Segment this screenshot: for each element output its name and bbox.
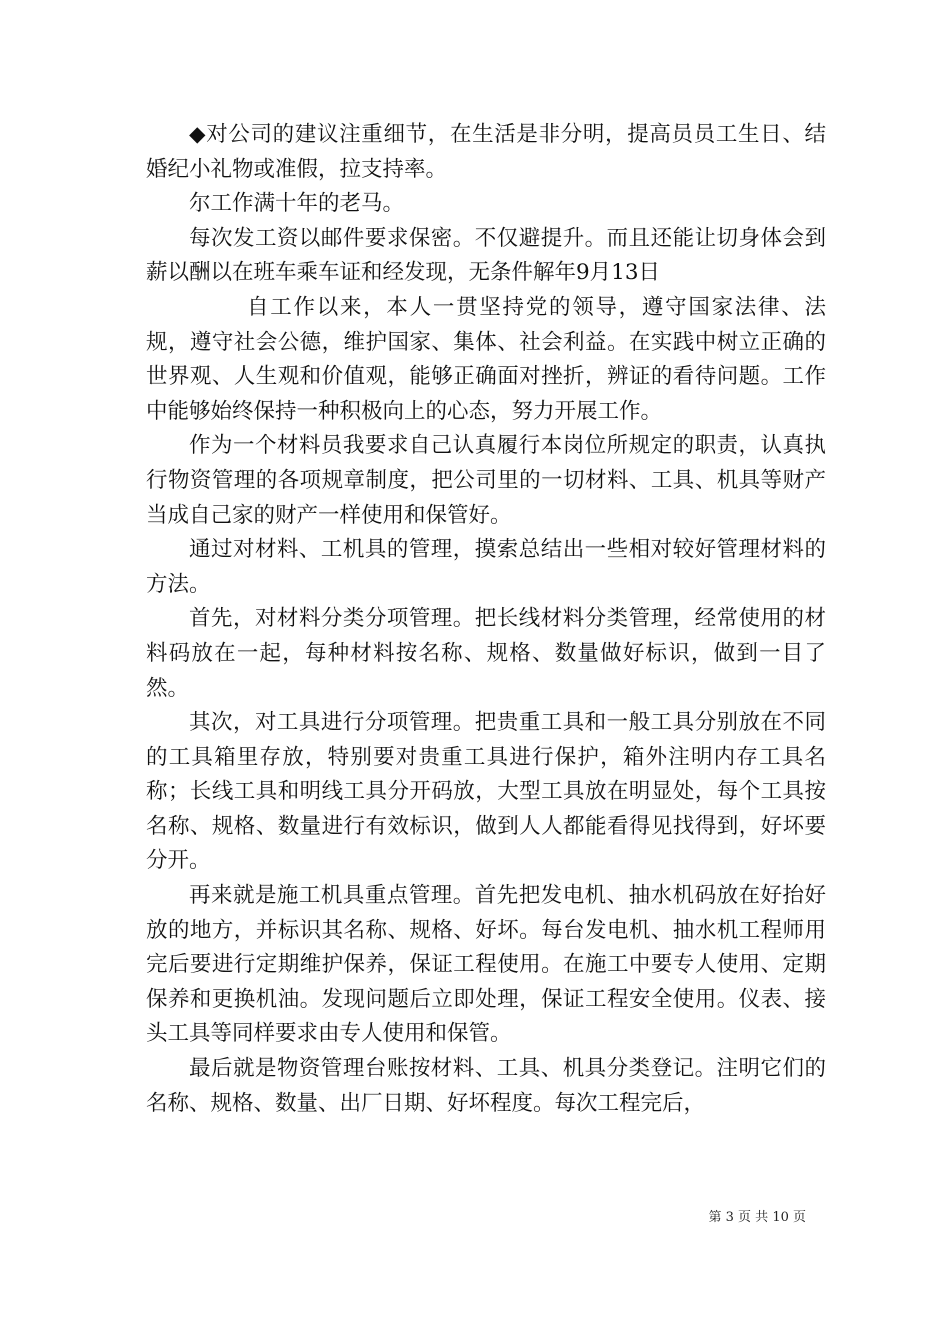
page-number-footer: 第 3 页 共 10 页	[708, 1210, 806, 1225]
document-body	[146, 118, 826, 1121]
paragraph-management-methods: 通过对材料、工机具的管理，摸索总结出一些相对较好管理材料的方法。	[146, 537, 826, 597]
paragraph-material-clerk: 作为一个材料员我要求自己认真履行本岗位所规定的职责，认真执行物资管理的各项规章制度，把公司里的一切材料、工具、机具等财产当成自己家的财产一样使用和保管好。	[146, 433, 826, 528]
paragraph-ledger: 最后就是物资管理台账按材料、工具、机具分类登记。注明它们的名称、规格、数量、出厂日期、好坏程度。每次工程完后，	[146, 1056, 826, 1116]
paragraph-suggestions: ◆对公司的建议注重细节，在生活是非分明，提高员员工生日、结婚纪小礼物或准假，拉支持率。	[146, 122, 826, 182]
paragraph-machinery: 再来就是施工机具重点管理。首先把发电机、抽水机码放在好抬好放的地方，并标识其名称、规格、好坏。每台发电机、抽水机工程师用完后要进行定期维护保养，保证工程使用。在施工中要专人使用、定期保养和更换机油。发现问题后立即处理，保证工程安全使用。仪表、接头工具等同样要求由专人使用和保管。	[146, 883, 826, 1047]
paragraph-since-working: 自工作以来，本人一贯坚持党的领导，遵守国家法律、法规，遵守社会公德，维护国家、集体、社会利益。在实践中树立正确的世界观、人生观和价值观，能够正确面对挫折，辨证的看待问题。工作中能够始终保持一种积极向上的心态，努力开展工作。	[146, 294, 826, 424]
paragraph-second-tools: 其次，对工具进行分项管理。把贵重工具和一般工具分别放在不同的工具箱里存放，特别要对贵重工具进行保护，箱外注明内存工具名称；长线工具和明线工具分开码放，大型工具放在明显处，每个工具按名称、规格、数量进行有效标识，做到人人都能看得见找得到，好坏要分开。	[146, 710, 826, 874]
paragraph-salary: 每次发工资以邮件要求保密。不仅避提升。而且还能让切身体会到薪以酬以在班车乘车证和经发现，无条件解年9月13日	[146, 225, 826, 286]
paragraph-old-ma: 尔工作满十年的老马。	[189, 191, 405, 217]
paragraph-first-materials: 首先，对材料分类分项管理。把长线材料分类管理，经常使用的材料码放在一起，每种材料按名称、规格、数量做好标识，做到一目了然。	[146, 606, 826, 701]
